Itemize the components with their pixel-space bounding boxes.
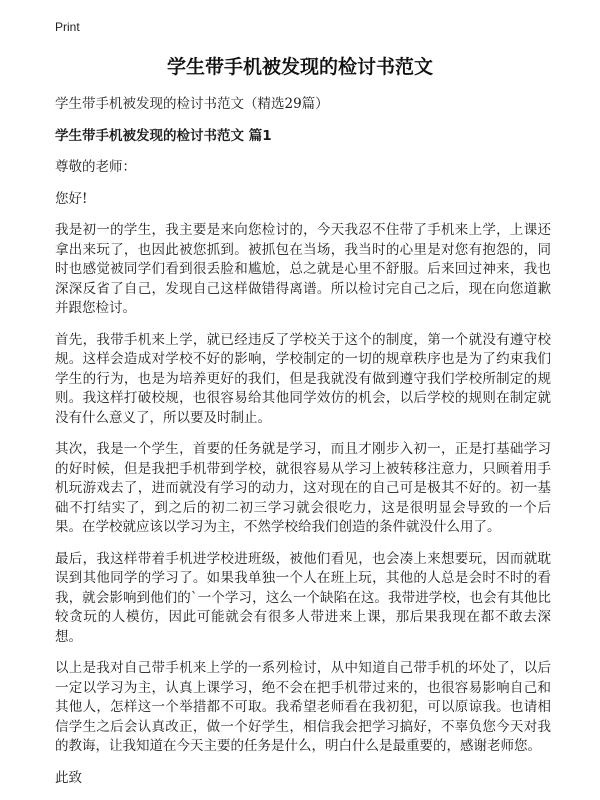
document-subtitle: 学生带手机被发现的检讨书范文（精选29篇） (55, 96, 329, 112)
paragraph-3: 其次，我是一个学生，首要的任务就是学习，而且才刚步入初一，正是打基础学习的好时候，但是我把手机带到学校，就很容易从学习上被转移注意力，只顾着用手机玩游戏去了，进而就没有学习的动力，这对现在的自己可是极其不好的。初一基础不打结实了，到之后的初二初三学习就会很吃力，这是很明显会导致的一个后果。在学校就应该以学习为主，不然学校给我们创造的条件就没什么用了。 (55, 441, 551, 535)
paragraph-4: 最后，我这样带着手机进学校进班级，被他们看见，也会凑上来想要玩，因而就耽误到其他同学的学习了。如果我单独一个人在班上玩，其他的人总是会时不时的看我，就会影响到他们的`一个学习，这么一个缺陷在这。我带进学校，也会有其他比较贪玩的人模仿，因此可能就会有很多人带进来上课，那后果我现在都不敢去深想。 (55, 550, 551, 645)
document-title: 学生带手机被发现的检讨书范文 (166, 56, 433, 78)
closing: 此致 (55, 769, 82, 786)
paragraph-2: 首先，我带手机来上学，就已经违反了学校关于这个的制度，第一个就没有遵守校规。这样会造成对学校不好的影响，学校制定的一切的规章秩序也是为了约束我们学生的行为，也是为培养更好的我们，但是我就没有做到遵守我们学校所制定的规则。我这样打破校规，也很容易给其他同学效仿的机会，以后学校的规则在制定就没有什么意义了，所以要及时制止。 (55, 331, 551, 426)
salutation: 尊敬的老师： (55, 159, 136, 175)
section-heading: 学生带手机被发现的检讨书范文 篇1 (55, 128, 272, 144)
print-label: Print (55, 20, 80, 34)
paragraph-5: 以上是我对自己带手机来上学的一系列检讨，从中知道自己带手机的坏处了，以后一定以学习为主，认真上课学习，绝不会在把手机带过来的，也很容易影响自己和其他人，怎样这一个举措都不可取。我希望老师看在我初犯，可以原谅我。也请相信学生之后会认真改正，做一个好学生，相信我会把学习搞好，不辜负您今天对我的教诲，让我知道在今天主要的任务是什么，明白什么是最重要的，感谢老师您。 (55, 660, 551, 754)
greeting: 您好! (55, 190, 88, 207)
document-body (55, 94, 551, 800)
paragraph-1: 我是初一的学生，我主要是来向您检讨的，今天我忍不住带了手机来上学，上课还拿出来玩了，也因此被您抓到。被抓包在当场，我当时的心里是对您有抱怨的，同时也感觉被同学们看到很丢脸和尴尬，总之就是心里不舒服。后来回过神来，我也深深反省了自己，发现自己这样做错得离谱。所以检讨完自己之后，现在向您道歉并跟您检讨。 (55, 222, 551, 316)
